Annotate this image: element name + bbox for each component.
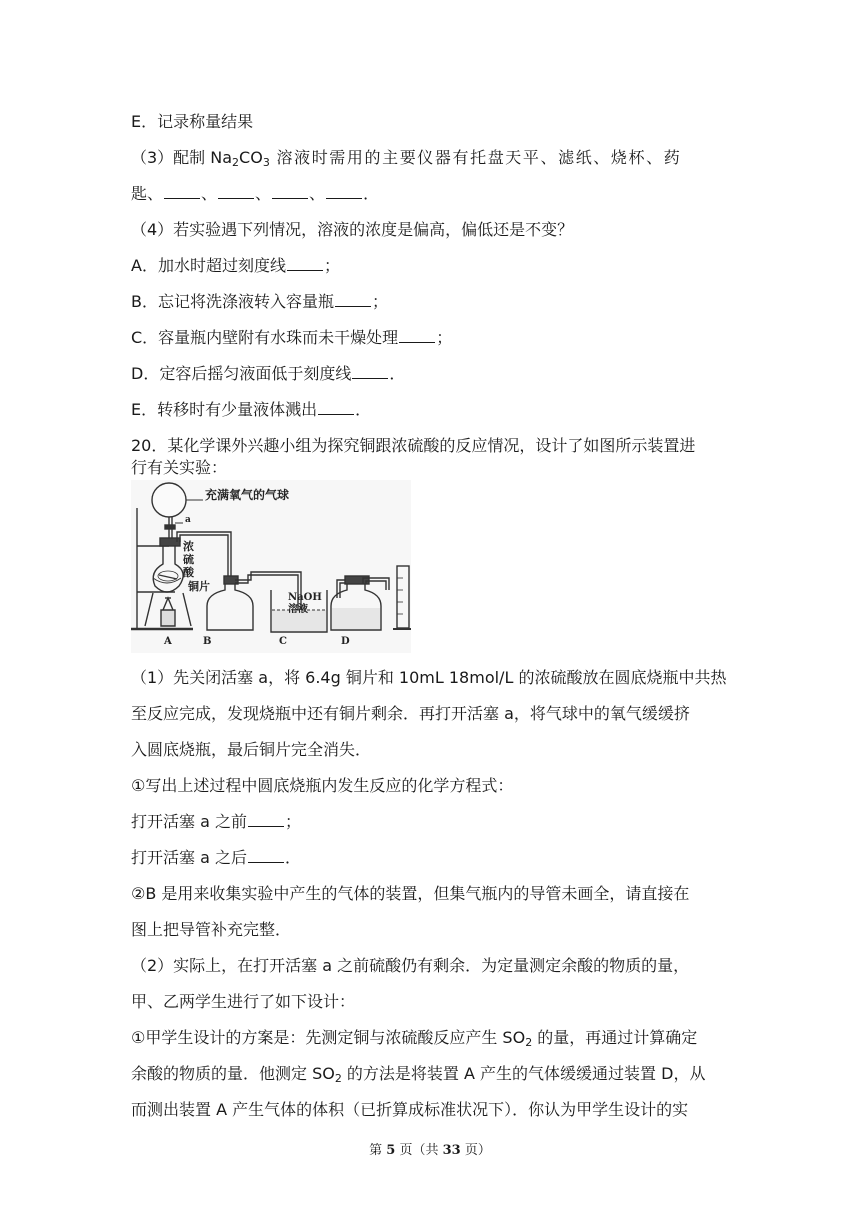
text: ；: [284, 812, 301, 831]
text: ；: [436, 328, 453, 347]
footer-text: 第: [369, 1143, 387, 1158]
text: 、: [309, 184, 326, 203]
text-line: [131, 254, 340, 278]
answer-blank[interactable]: [399, 328, 435, 343]
answer-blank[interactable]: [248, 848, 284, 863]
text: （3）配制 Na: [131, 148, 233, 167]
text: E．记录称量结果: [131, 112, 254, 131]
answer-blank[interactable]: [318, 400, 354, 415]
text: C．容量瓶内壁附有水珠而未干燥处理: [131, 328, 399, 347]
text: 溶液时需用的主要仪器有托盘天平、滤纸、烧杯、药: [269, 148, 682, 167]
text: 的量，再通过计算确定: [532, 1028, 698, 1047]
text-line: [131, 918, 291, 942]
copper-label: 铜片: [188, 580, 210, 593]
text: B．忘记将洗涤液转入容量瓶: [131, 292, 334, 311]
text: 、: [255, 184, 272, 203]
text: 图上把导管补充完整．: [131, 920, 292, 939]
subscript: 2: [525, 1036, 533, 1049]
text-line: [131, 882, 689, 906]
answer-blank[interactable]: [248, 812, 284, 827]
text-line: [131, 666, 726, 690]
footer-text: 页（共: [395, 1143, 443, 1158]
acid-label-char: 硫: [183, 553, 194, 566]
text: 、: [201, 184, 218, 203]
text: ．: [363, 184, 380, 203]
footer-text: 页）: [460, 1143, 491, 1158]
text: ．: [355, 400, 372, 419]
text: 的方法是将装置 A 产生的气体缓缓通过装置 D，从: [341, 1064, 706, 1083]
naoh-label-line: 溶液: [288, 604, 308, 615]
acid-label-char: 酸: [183, 566, 194, 579]
balloon-label: 充满氧气的气球: [205, 488, 290, 502]
text-line: [131, 810, 301, 834]
text: E．转移时有少量液体溅出: [131, 400, 318, 419]
text-line: [131, 456, 227, 480]
subscript: 3: [262, 156, 270, 169]
answer-blank[interactable]: [352, 364, 388, 379]
text: 入圆底烧瓶，最后铜片完全消失．: [131, 740, 372, 759]
text: 而测出装置 A 产生气体的体积（已折算成标准状况下）．你认为甲学生设计的实: [131, 1100, 689, 1119]
acid-label: [183, 540, 195, 579]
question-20: [131, 434, 695, 458]
answer-blank[interactable]: [218, 184, 254, 199]
text: CO: [239, 148, 263, 167]
letter-c: C: [279, 636, 287, 647]
text: 匙、: [131, 184, 164, 203]
text: D．定容后摇匀液面低于刻度线: [131, 364, 352, 383]
text-line: [131, 738, 371, 762]
text: （1）先关闭活塞 a，将 6.4g 铜片和 10mL 18mol/L 的浓硫酸放在圆底烧瓶中共热: [131, 668, 727, 687]
text-line: [131, 1098, 688, 1122]
text: 余酸的物质的量．他测定 SO: [131, 1064, 335, 1083]
text: ②B 是用来收集实验中产生的气体的装置，但集气瓶内的导管未画全，请直接在: [131, 884, 690, 903]
text: A．加水时超过刻度线: [131, 256, 286, 275]
letter-b: B: [203, 636, 212, 647]
text-line: [131, 218, 573, 242]
text: 甲、乙两学生进行了如下设计：: [131, 992, 356, 1011]
answer-blank[interactable]: [164, 184, 200, 199]
answer-blank[interactable]: [272, 184, 308, 199]
subscript: 2: [232, 156, 240, 169]
text: ．: [389, 364, 406, 383]
subscript: 2: [334, 1072, 342, 1085]
page-footer: [0, 1139, 860, 1158]
text-line: [131, 1026, 697, 1050]
answer-blank[interactable]: [335, 292, 371, 307]
text-line: [131, 110, 253, 134]
text: 至反应完成，发现烧瓶中还有铜片剩余．再打开活塞 a，将气球中的氧气缓缓挤: [131, 704, 690, 723]
text-line: [131, 954, 689, 978]
naoh-label-line: NaOH: [288, 592, 322, 603]
text: ；: [371, 292, 388, 311]
text-line: [131, 326, 452, 350]
figure-labels: [131, 480, 411, 653]
text-line: [131, 146, 681, 170]
valve-label: a: [185, 515, 191, 525]
letter-a: A: [164, 636, 172, 647]
text-line: [131, 846, 301, 870]
text: ①写出上述过程中圆底烧瓶内发生反应的化学方程式：: [131, 776, 514, 795]
text: 20．某化学课外兴趣小组为探究铜跟浓硫酸的反应情况，设计了如图所示装置进: [131, 436, 696, 455]
text-line: [131, 702, 690, 726]
text-line: [131, 1062, 705, 1086]
text-line: [131, 362, 405, 386]
page-number: 5: [386, 1143, 396, 1158]
text: 打开活塞 a 之后: [131, 848, 247, 867]
text: 打开活塞 a 之前: [131, 812, 247, 831]
text: （4）若实验遇下列情况，溶液的浓度是偏高，偏低还是不变？: [131, 220, 574, 239]
answer-blank[interactable]: [287, 256, 323, 271]
text: ①甲学生设计的方案是：先测定铜与浓硫酸反应产生 SO: [131, 1028, 526, 1047]
text-line: [131, 990, 355, 1014]
text: 行有关实验：: [131, 458, 228, 477]
text-line: [131, 774, 513, 798]
text-line: [131, 182, 379, 206]
acid-label-char: 浓: [183, 540, 194, 553]
text-line: [131, 398, 371, 422]
text: ．: [284, 848, 301, 867]
text-line: [131, 290, 388, 314]
text: （2）实际上，在打开活塞 a 之前硫酸仍有剩余．为定量测定余酸的物质的量，: [131, 956, 690, 975]
answer-blank[interactable]: [326, 184, 362, 199]
letter-d: D: [341, 636, 350, 647]
naoh-label: [288, 592, 322, 616]
page-total: 33: [442, 1143, 461, 1158]
text: ；: [323, 256, 340, 275]
